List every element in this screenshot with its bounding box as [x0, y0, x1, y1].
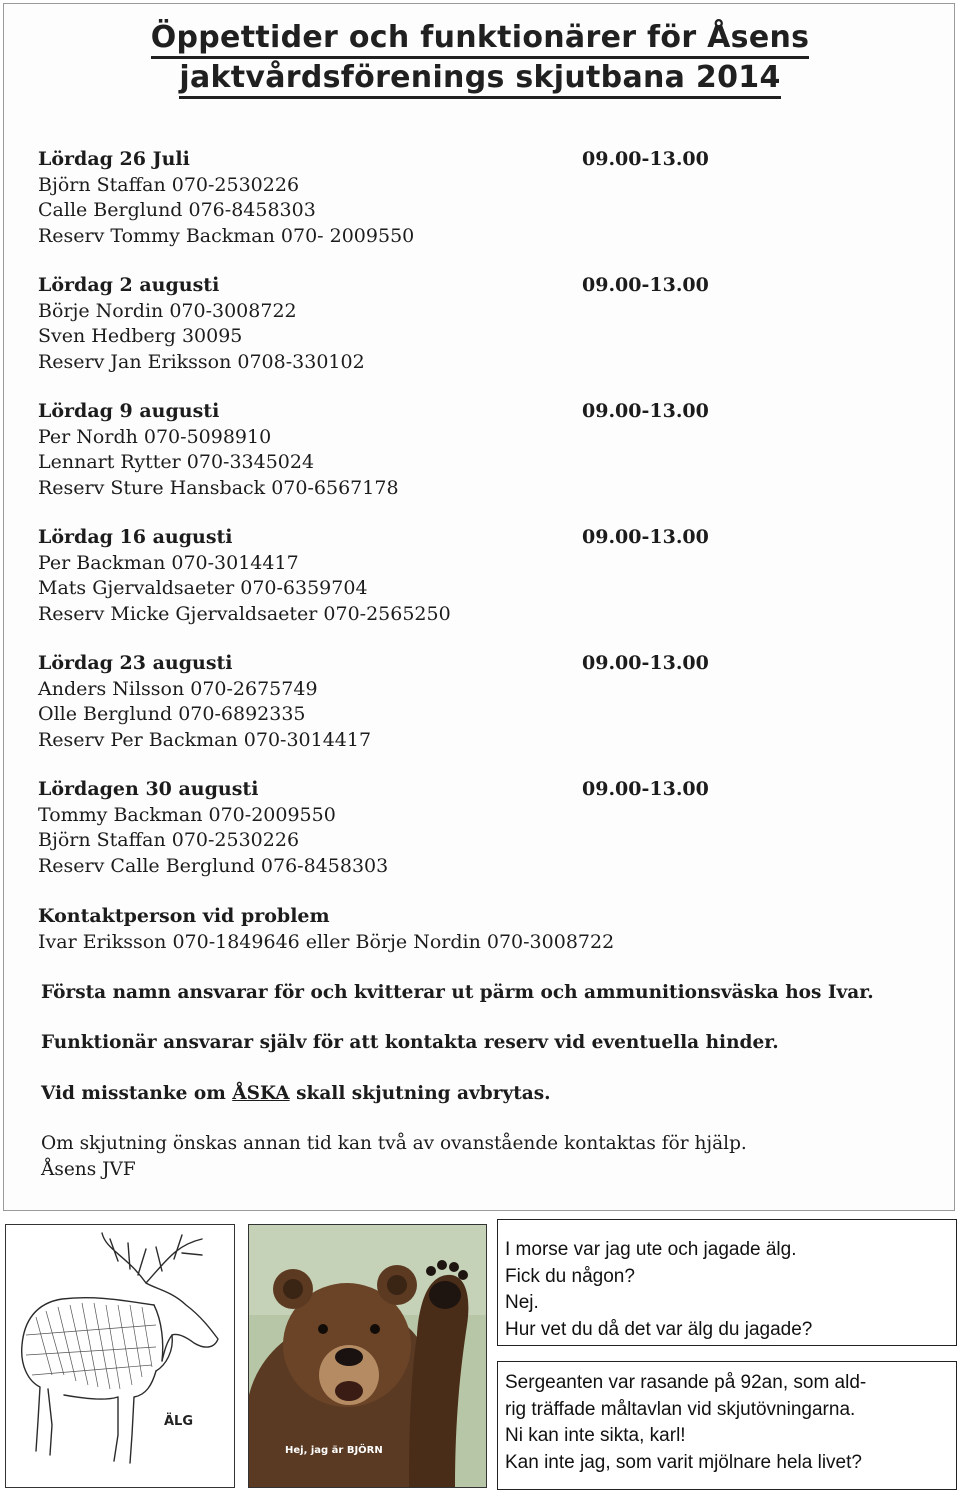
official-entry: Anders Nilsson 070-2675749 — [38, 677, 318, 700]
bear-icon — [249, 1225, 486, 1487]
day-heading: Lördag 2 augusti — [38, 274, 220, 296]
schedule-day-2 — [38, 273, 728, 375]
schedule-day-4 — [38, 525, 728, 627]
opening-hours: 09.00-13.00 — [582, 778, 709, 800]
official-entry: Lennart Rytter 070-3345024 — [38, 451, 315, 473]
contact-text: Ivar Eriksson 070-1849646 eller Börje Nordin 070-3008722 — [38, 930, 615, 953]
joke-line: Nej. — [505, 1292, 539, 1313]
official-entry: Björn Staffan 070-2530226 — [38, 829, 300, 851]
schedule-notice — [3, 3, 955, 1211]
note-other-time: Om skjutning önskas annan tid kan två av ovanstående kontaktas för hjälp. — [41, 1133, 747, 1154]
reserve-entry: Reserv Tommy Backman 070- 2009550 — [38, 224, 415, 247]
day-heading: Lördag 26 Juli — [38, 148, 190, 170]
thunder-word: ÅSKA — [232, 1083, 290, 1104]
schedule-day-1 — [38, 147, 728, 249]
schedule-day-5 — [38, 651, 728, 753]
official-entry: Olle Berglund 070-6892335 — [38, 703, 306, 725]
joke-line: I morse var jag ute och jagade älg. — [505, 1239, 797, 1260]
opening-hours: 09.00-13.00 — [582, 400, 709, 422]
contact-heading: Kontaktperson vid problem — [38, 905, 330, 927]
joke-sergeant-box — [497, 1361, 957, 1490]
reserve-entry: Reserv Jan Eriksson 0708-330102 — [38, 350, 365, 373]
official-entry: Mats Gjervaldsaeter 070-6359704 — [38, 577, 368, 599]
reserve-entry: Reserv Micke Gjervaldsaeter 070-2565250 — [38, 602, 451, 625]
joke-line: Sergeanten var rasande på 92an, som ald- — [505, 1372, 867, 1393]
moose-icon — [6, 1225, 234, 1487]
schedule-day-3 — [38, 399, 728, 501]
joke-line: Kan inte jag, som varit mjölnare hela livet? — [505, 1451, 862, 1473]
contact-section — [38, 904, 728, 955]
notice-title-line2: jaktvårdsförenings skjutbana 2014 — [4, 60, 956, 96]
notice-title-line1: Öppettider och funktionärer för Åsens — [4, 20, 956, 56]
reserve-entry: Reserv Sture Hansback 070-6567178 — [38, 476, 399, 499]
reserve-entry: Reserv Calle Berglund 076-8458303 — [38, 854, 389, 877]
bear-caption: Hej, jag är BJÖRN — [285, 1445, 383, 1456]
moose-label: ÄLG — [164, 1414, 194, 1429]
reserve-entry: Reserv Per Backman 070-3014417 — [38, 728, 372, 751]
official-entry: Sven Hedberg 30095 — [38, 325, 243, 347]
bear-photo — [248, 1224, 487, 1488]
joke-line: Fick du någon? — [505, 1265, 635, 1287]
schedule-day-6 — [38, 777, 728, 879]
opening-hours: 09.00-13.00 — [582, 526, 709, 548]
official-entry: Börje Nordin 070-3008722 — [38, 299, 297, 322]
joke-line: Hur vet du då det var älg du jagade? — [505, 1318, 813, 1340]
day-heading: Lördagen 30 augusti — [38, 778, 259, 800]
opening-hours: 09.00-13.00 — [582, 148, 709, 170]
joke-moose-box — [497, 1219, 957, 1346]
official-entry: Björn Staffan 070-2530226 — [38, 173, 300, 196]
official-entry: Calle Berglund 076-8458303 — [38, 199, 316, 221]
official-entry: Tommy Backman 070-2009550 — [38, 803, 336, 826]
official-entry: Per Nordh 070-5098910 — [38, 425, 272, 448]
joke-line: Ni kan inte sikta, karl! — [505, 1425, 686, 1446]
note-thunderstorm: Vid misstanke om ÅSKA skall skjutning avbrytas. — [41, 1083, 551, 1104]
day-heading: Lördag 16 augusti — [38, 526, 233, 548]
joke-line: rig träffade måltavlan vid skjutövningarna. — [505, 1398, 856, 1420]
note-reserve: Funktionär ansvarar själv för att kontakta reserv vid eventuella hinder. — [41, 1032, 779, 1053]
day-heading: Lördag 23 augusti — [38, 652, 233, 674]
note-first-names: Första namn ansvarar för och kvitterar ut pärm och ammunitionsväska hos Ivar. — [41, 982, 874, 1003]
opening-hours: 09.00-13.00 — [582, 274, 709, 296]
moose-illustration — [5, 1224, 235, 1488]
official-entry: Per Backman 070-3014417 — [38, 551, 299, 574]
day-heading: Lördag 9 augusti — [38, 400, 220, 422]
signature: Åsens JVF — [41, 1159, 136, 1180]
opening-hours: 09.00-13.00 — [582, 652, 709, 674]
